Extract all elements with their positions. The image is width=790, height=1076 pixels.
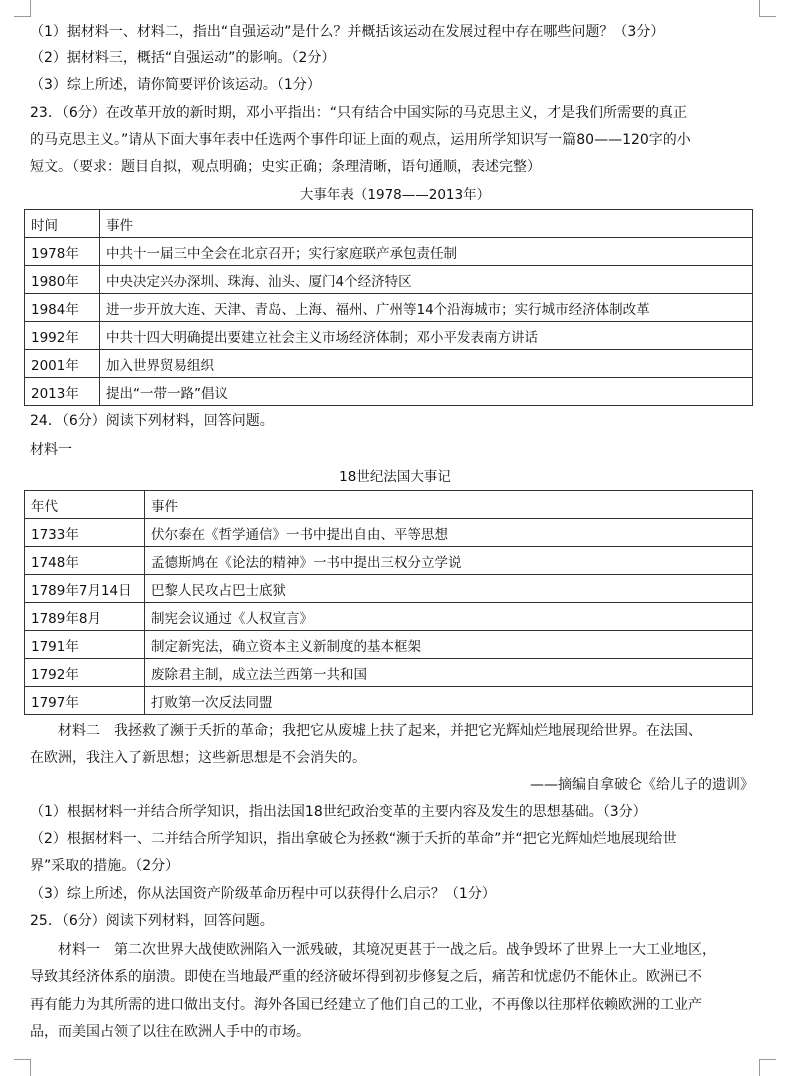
table-cell-event: 进一步开放大连、天津、青岛、上海、福州、广州等14个沿海城市；实行城市经济体制改革 xyxy=(100,294,753,322)
france-18th-century-events-table xyxy=(24,490,753,715)
table-cell-event: 巴黎人民攻占巴士底狱 xyxy=(145,575,753,603)
q23-line3: 短文。（要求：题目自拟，观点明确；史实正确；条理清晰，语句通顺，表述完整） xyxy=(30,159,541,175)
q24-sub2-line2: 界”采取的措施。（2分） xyxy=(30,858,180,874)
table-header-cell: 事件 xyxy=(100,210,753,238)
table-cell-year: 1733年 xyxy=(25,519,145,547)
table-row xyxy=(25,519,753,547)
table-header-cell: 年代 xyxy=(25,491,145,519)
table-cell-year: 2013年 xyxy=(25,378,100,406)
table-cell-year: 1789年8月 xyxy=(25,603,145,631)
table-cell-event: 加入世界贸易组织 xyxy=(100,350,753,378)
q25-material1-line2: 导致其经济体系的崩溃。即使在当地最严重的经济破坏得到初步修复之后，痛苦和忧虑仍不能休止。欧洲已不 xyxy=(30,969,702,985)
q23-table-title: 大事年表（1978——2013年） xyxy=(299,187,491,203)
table-row xyxy=(25,575,753,603)
q22-sub2: （2）据材料三，概括“自强运动”的影响。（2分） xyxy=(30,50,336,66)
table-header-cell: 事件 xyxy=(145,491,753,519)
table-cell-year: 1980年 xyxy=(25,266,100,294)
q24-material2-source: ——摘编自拿破仑《给儿子的遗训》 xyxy=(530,777,754,793)
q24-sub1: （1）根据材料一并结合所学知识，指出法国18世纪政治变革的主要内容及发生的思想基础。（3分） xyxy=(30,804,647,820)
table-cell-year: 1791年 xyxy=(25,631,145,659)
table-row xyxy=(25,294,753,322)
corner-mark-bottom-right xyxy=(759,1059,776,1076)
table-cell-event: 中央决定兴办深圳、珠海、汕头、厦门4个经济特区 xyxy=(100,266,753,294)
table-row xyxy=(25,238,753,266)
q23-line1: 23．（6分）在改革开放的新时期，邓小平指出：“只有结合中国实际的马克思主义，才是我们所需要的真正 xyxy=(30,105,687,121)
q25-material1-line4: 品，而美国占领了以往在欧洲人手中的市场。 xyxy=(30,1024,310,1040)
table-cell-event: 提出“一带一路”倡议 xyxy=(100,378,753,406)
q22-sub1: （1）据材料一、材料二，指出“自强运动”是什么？并概括该运动在发展过程中存在哪些问题？（3分） xyxy=(30,24,665,40)
table-cell-year: 1789年7月14日 xyxy=(25,575,145,603)
table-cell-event: 中共十一届三中全会在北京召开；实行家庭联产承包责任制 xyxy=(100,238,753,266)
table-header-row xyxy=(25,491,753,519)
corner-mark-top-left xyxy=(14,0,31,17)
table-cell-year: 2001年 xyxy=(25,350,100,378)
table-cell-event: 废除君主制，成立法兰西第一共和国 xyxy=(145,659,753,687)
q22-sub3: （3）综上所述，请你简要评价该运动。（1分） xyxy=(30,77,321,93)
table-row xyxy=(25,266,753,294)
corner-mark-bottom-left xyxy=(14,1059,31,1076)
table-row xyxy=(25,687,753,715)
q24-material2-line2: 在欧洲，我注入了新思想；这些新思想是不会消失的。 xyxy=(30,750,366,766)
q24-sub3: （3）综上所述，你从法国资产阶级革命历程中可以获得什么启示？（1分） xyxy=(30,886,496,902)
q23-line2: 的马克思主义。”请从下面大事年表中任选两个事件印证上面的观点，运用所学知识写一篇80——120字的小 xyxy=(30,132,691,148)
table-header-cell: 时间 xyxy=(25,210,100,238)
table-row xyxy=(25,631,753,659)
table-row xyxy=(25,350,753,378)
table-row xyxy=(25,547,753,575)
table-cell-event: 制宪会议通过《人权宣言》 xyxy=(145,603,753,631)
table-cell-year: 1792年 xyxy=(25,659,145,687)
q25-material1-line3: 再有能力为其所需的进口做出支付。海外各国已经建立了他们自己的工业，不再像以往那样依赖欧洲的工业产 xyxy=(30,997,702,1013)
q25-intro: 25．（6分）阅读下列材料，回答问题。 xyxy=(30,913,274,929)
table-cell-event: 孟德斯鸠在《论法的精神》一书中提出三权分立学说 xyxy=(145,547,753,575)
q24-material1-label: 材料一 xyxy=(30,442,72,458)
table-cell-event: 伏尔泰在《哲学通信》一书中提出自由、平等思想 xyxy=(145,519,753,547)
corner-mark-top-right xyxy=(759,0,776,17)
table-cell-year: 1797年 xyxy=(25,687,145,715)
table-header-row xyxy=(25,210,753,238)
q25-material1-line1: 材料一 第二次世界大战使欧洲陷入一派残破，其境况更甚于一战之后。战争毁坏了世界上一大工业地区， xyxy=(58,942,716,958)
table-cell-year: 1992年 xyxy=(25,322,100,350)
table-row xyxy=(25,659,753,687)
table-row xyxy=(25,603,753,631)
table-row xyxy=(25,322,753,350)
table-cell-year: 1984年 xyxy=(25,294,100,322)
table-cell-event: 打败第一次反法同盟 xyxy=(145,687,753,715)
q24-sub2-line1: （2）根据材料一、二并结合所学知识，指出拿破仑为拯救“濒于夭折的革命”并“把它光辉灿烂地展现给世 xyxy=(30,831,677,847)
q24-table-title: 18世纪法国大事记 xyxy=(339,469,451,485)
table-row xyxy=(25,378,753,406)
table-cell-year: 1748年 xyxy=(25,547,145,575)
chronology-table-1978-2013 xyxy=(24,209,753,406)
table-cell-year: 1978年 xyxy=(25,238,100,266)
table-cell-event: 制定新宪法，确立资本主义新制度的基本框架 xyxy=(145,631,753,659)
q24-material2-line1: 材料二 我拯救了濒于夭折的革命；我把它从废墟上扶了起来，并把它光辉灿烂地展现给世界。在法国、 xyxy=(58,723,702,739)
q24-intro: 24．（6分）阅读下列材料，回答问题。 xyxy=(30,413,274,429)
table-cell-event: 中共十四大明确提出要建立社会主义市场经济体制；邓小平发表南方讲话 xyxy=(100,322,753,350)
